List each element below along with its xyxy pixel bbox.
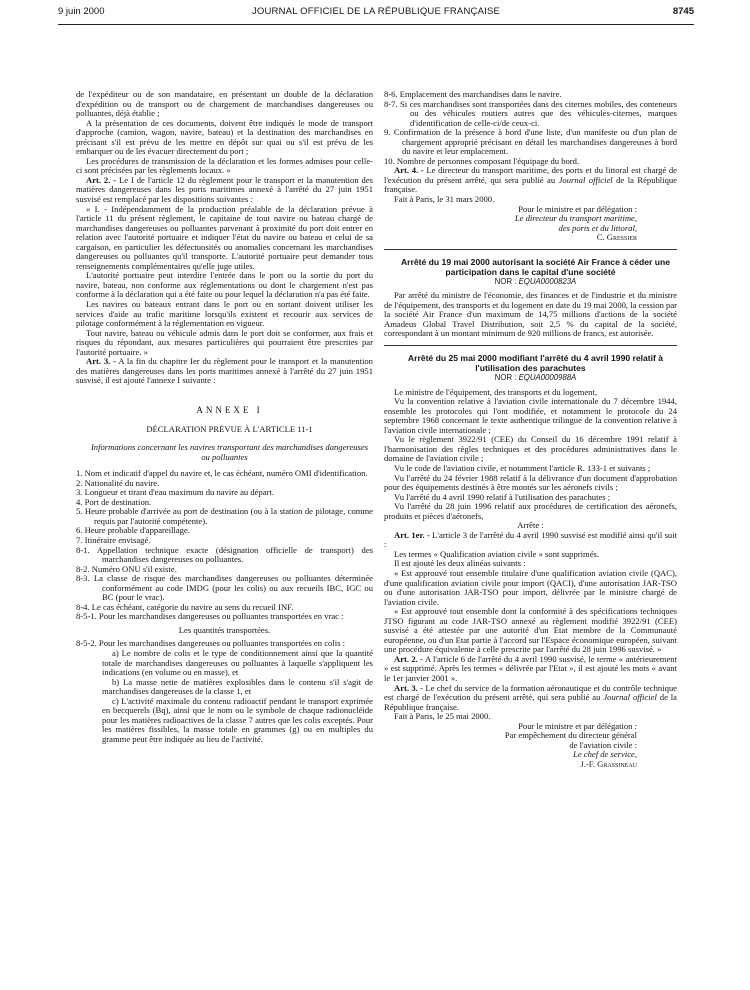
paragraph: « I. - Indépendamment de la production préalable de la déclaration prévue à l'article 11 du présent règlement, le capitaine de tout navire ou bateau chargé de marchandises dangereuses ou polluantes parvenant à proximité du port doit entrer en relation avec l'autorité portuaire et indiquer l'état du navire ou bateau et celui de sa cargaison, en particulier les défectuosités ou anomalies concernant les marchandises dangereuses ou polluantes qu'il transporte. L'autorité portuaire peut demander tous renseignements complémentaires qu'elle juge utiles. <box>76 203 373 271</box>
nor-label: NOR : <box>494 276 517 286</box>
header-title: JOURNAL OFFICIEL DE LA RÉPUBLIQUE FRANÇAISE <box>251 6 501 17</box>
article-label: Art. 4. - <box>394 165 424 176</box>
signatory-name: C. Gressier <box>596 232 637 243</box>
list-item: 2. Nationalité du navire. <box>76 477 160 488</box>
sub-item-c: c) L'activité maximale du contenu radioactif pendant le transport exprimée en becquerels (Bq), ainsi que le nom ou le symbole de chaque radionucléide pour les matières radioactives de la classe 7 autres que les colis exceptés. Pour les matières fissibles, la masse totale en grammes (g) ou en multiples du gramme peut être indiquée au lieu de l'activité. <box>102 695 373 744</box>
section-divider <box>384 249 677 250</box>
right-column <box>384 90 677 769</box>
article-label: Art. 2. - <box>394 653 424 664</box>
paragraph: Par arrêté du ministre de l'économie, des finances et de l'industrie et du ministre de l'équipement, des transports et du logement en date du 19 mai 2000, la cession par la société Air France d'un maximum de 14,75 millions d'actions de la société Amadeus Global Travel Distribution, soit 2,5 % du capital de la société, correspondant à un montant minimum de 920 millions de francs, est autorisée. <box>384 290 677 339</box>
paragraph: L'autorité portuaire peut interdire l'entrée dans le port ou la sortie du port du navire, bateau, non conforme aux réglementations ou dont le chargement n'est pas conforme à la déclaration qui a été faite ou pour lequel la déclaration n'a pas été faite. <box>76 270 373 300</box>
paragraph: Vu le code de l'aviation civile, et notamment l'article R. 133-1 et suivants ; <box>394 462 651 473</box>
paragraph: Les termes « Qualification aviation civile » sont supprimés. <box>394 548 600 559</box>
page-header <box>58 6 694 20</box>
annex-declaration-heading: DÉCLARATION PRÉVUE À L'ARTICLE 11-1 <box>146 423 313 434</box>
annex-info-heading: Informations concernant les navires transportant des marchandises dangereuses ou polluantes <box>90 442 369 462</box>
sub-item-b: b) La masse nette de matières explosibles dans le contenu s'il s'agit de marchandises dangereuses de la classe 1, et <box>102 676 373 697</box>
article-label: Art. 3. - <box>394 682 424 693</box>
section-divider <box>384 345 677 346</box>
quantities-line: Les quantités transportées. <box>178 624 271 635</box>
done-at: Fait à Paris, le 31 mars 2000. <box>394 194 495 205</box>
sub-item-a: a) Le nombre de colis et le type de conditionnement ainsi que la quantité totale de marchandises dangereuses ou polluantes à laquelle s'appliquent les indications (en volume ou en masse), et <box>102 647 373 678</box>
paragraph: de l'expéditeur ou de son mandataire, en présentant un double de la déclaration d'expédition ou de transport ou de chargement de marchandises dangereuses ou polluantes, déjà établie ; <box>76 89 373 119</box>
signature-line: Le directeur du transport maritime, <box>514 213 637 224</box>
paragraph: Tout navire, bateau ou véhicule admis dans le port doit se conformer, aux frais et risques du répondant, aux mesures particulières qui pourraient être prescrites par l'autorité portuaire. » <box>76 327 373 357</box>
list-item: 8-6. Emplacement des marchandises dans le navire. <box>384 89 562 99</box>
paragraph: Le ministre de l'équipement, des transports et du logement, <box>394 386 597 397</box>
nor-code: EQUA0000823A <box>518 276 577 286</box>
article-text: Le directeur du transport maritime, des ports et du littoral est chargé de l'exécution du présent arrêté, qui sera publié au <box>384 165 677 185</box>
article-text: Le chef du service de la formation aéronautique et du contrôle technique est chargé de l'exécution du présent arrêté, qui sera publié au <box>384 682 677 703</box>
article-3 <box>76 357 373 386</box>
journal-officiel: Journal officiel <box>603 692 657 703</box>
paragraph: Les navires ou bateaux entrant dans le port ou en sortant doivent utiliser les services d'aide au trafic maritime lorsqu'ils existent et recourir aux services de pilotage conformément à la réglementation en vigueur. <box>76 299 373 329</box>
list-item: 1. Nom et indicatif d'appel du navire et, le cas échéant, numéro OMI d'identification. <box>76 468 368 479</box>
list-item: 5. Heure probable d'arrivée au port de destination (ou à la station de pilotage, comme requis par l'autorité compétente). <box>76 506 373 526</box>
article-text: L'article 3 de l'arrêté du 4 avril 1990 susvisé est modifié ainsi qu'il suit : <box>384 529 677 550</box>
signature-line: Pour le ministre et par délégation : <box>518 720 637 731</box>
paragraph: « Est approuvé tout ensemble dont la conformité à des spécifications techniques JTSO figurant au code JAR-TSO annexé au règlement modifié 3922/91 (CEE) susvisé a été attestée par une autorité d'un Etat membre de la Communauté européenne, ou d'un Etat partie à l'accord sur l'Espace économique européen, suivant une procédure équivalente à celle prescrite par l'arrêté du 28 juin 1996 susvisé. » <box>384 606 677 655</box>
article-label: Art. 3. - <box>86 356 116 367</box>
list-item: 4. Port de destination. <box>76 496 152 507</box>
article-4 <box>384 166 677 195</box>
done-at: Fait à Paris, le 25 mai 2000. <box>394 711 491 722</box>
list-item: 7. Itinéraire envisagé. <box>76 534 151 545</box>
nor-reference <box>384 373 677 383</box>
list-item: 10. Nombre de personnes composant l'équipage du bord. <box>384 155 580 166</box>
paragraph: Vu l'arrêté du 28 juin 1996 relatif aux procédures de certification des aéronefs, produits et pièces d'aéronefs, <box>384 501 677 521</box>
paragraph: « Est approuvé tout ensemble titulaire d'une qualification aviation civile (QAC), d'une qualification aviation civile pour import (QACI), d'une autorisation JAR-TSO ou d'une autorisation JAR-TSO pour import, délivrée par le ministre chargé de l'aviation civile. <box>384 567 677 607</box>
article-text: A l'article 6 de l'arrêté du 4 avril 1990 susvisé, le terme « antérieurement » est supprimé. Après les termes « délivrée par l'Etat », il est ajouté les mots « avant le 1er janvier 2001 ». <box>384 653 677 683</box>
nor-label: NOR : <box>494 373 517 383</box>
header-rule <box>58 24 694 25</box>
nor-reference <box>384 277 677 287</box>
list-item: 8-4. Le cas échéant, catégorie du navire au sens du recueil INF. <box>76 601 294 612</box>
article-text: A la fin du chapitre Ier du règlement pour le transport et la manutention des matières dangereuses dans les ports maritimes annexé à l'arrêté du 27 juin 1951 susvisé, il est ajouté l'annexe I suivante : <box>76 356 373 386</box>
article-label: Art. 1er. - <box>394 529 430 540</box>
list-item: 8-5-1. Pour les marchandises dangereuses ou polluantes transportées en vrac : <box>76 611 344 622</box>
paragraph: Vu la convention relative à l'aviation civile internationale du 7 décembre 1944, ensemble les protocoles qui l'ont modifiée, et notamment le protocole du 24 septembre 1968 concernant le texte authentique trilingue de la convention relative à l'aviation civile internationale ; <box>384 396 677 435</box>
list-item: 8-2. Numéro ONU s'il existe. <box>76 563 177 574</box>
header-date: 9 juin 2000 <box>58 6 105 17</box>
article-text-end: de la République française. <box>384 692 677 712</box>
list-item: 8-5-2. Pour les marchandises dangereuses ou polluantes transportées en colis : <box>76 638 345 649</box>
article-2b <box>384 655 677 684</box>
arrete-heading: Arrête : <box>517 520 544 531</box>
list-item: 8-7. Si ces marchandises sont transportées dans des citernes mobiles, des conteneurs ou des véhicules routiers autres que des véhicules-citernes, marques d'identification de celle-ci/de ceux-ci. <box>384 98 677 128</box>
left-column <box>76 90 373 744</box>
signatory-name: J.-F. Grassineau <box>580 758 637 769</box>
article-label: Art. 2. - <box>86 174 117 185</box>
signature-line: Par empêchement du directeur général <box>504 730 637 741</box>
article-2 <box>76 176 373 205</box>
list-item: 9. Confirmation de la présence à bord d'une liste, d'un manifeste ou d'un plan de chargement approprié précisant en détail les marchandises dangereuses à bord du navire et leur emplacement. <box>384 127 677 157</box>
signature-line: de l'aviation civile : <box>569 739 637 750</box>
article-text-end: de la République française. <box>384 174 677 195</box>
signature-line: Le chef de service, <box>573 749 637 760</box>
decree-title: Arrêté du 25 mai 2000 modifiant l'arrêté du 4 avril 1990 relatif à l'utilisation des parachutes <box>407 353 664 374</box>
list-item: 8-3. La classe de risque des marchandises dangereuses ou polluantes déterminée conformément au code IMDG (pour les colis) ou aux recueils IBC, IGC ou BC (pour le vrac). <box>76 573 373 603</box>
list-item: 8-1. Appellation technique exacte (désignation officielle de transport) des marchandises dangereuses ou polluantes. <box>76 544 373 565</box>
decree-title: Arrêté du 19 mai 2000 autorisant la société Air France à céder une participation dans le capital d'une société <box>400 256 671 277</box>
paragraph: Il est ajouté les deux alinéas suivants : <box>394 558 526 569</box>
article-text: Le I de l'article 12 du règlement pour le transport et la manutention des matières dangereuses dans les ports maritimes annexé à l'arrêté du 27 juin 1951 susvisé est remplacé par les dispositions suivantes : <box>76 174 373 205</box>
paragraph: Vu le règlement 3922/91 (CEE) du Conseil du 16 décembre 1991 relatif à l'harmonisation des règles techniques et des procédures administratives dans le domaine de l'aviation civile ; <box>384 434 677 464</box>
list-item: 6. Heure probable d'appareillage. <box>76 525 190 536</box>
signature-line: Pour le ministre et par délégation : <box>518 203 637 214</box>
list-item: 3. Longueur et tirant d'eau maximum du navire au départ. <box>76 487 274 498</box>
header-page-number: 8745 <box>672 6 694 17</box>
paragraph: Vu l'arrêté du 4 avril 1990 relatif à l'utilisation des parachutes ; <box>394 491 611 502</box>
paragraph: Vu l'arrêté du 24 février 1988 relatif à la délivrance d'un document d'approbation pour des équipements destinés à être montés sur les aéronefs civils ; <box>384 472 677 493</box>
journal-officiel: Journal officiel <box>558 174 613 185</box>
nor-code: EQUA0000988A <box>518 373 577 383</box>
annex-title: ANNEXE I <box>196 404 263 415</box>
paragraph: A la présentation de ces documents, doivent être indiqués le mode de transport d'approche (camion, wagon, navire, bateau) et la destination des marchandises en précisant s'il est prévu de les mettre en dépôt sur quai ou s'il est prévu de les embarquer ou de les évacuer directement du port ; <box>76 117 373 157</box>
article-3b <box>384 684 677 713</box>
signature-line: des ports et du littoral, <box>558 222 637 233</box>
paragraph: Les procédures de transmission de la déclaration et les formes admises pour celle-ci sont précisées par les règlements locaux. » <box>76 155 373 176</box>
article-1 <box>384 531 677 550</box>
